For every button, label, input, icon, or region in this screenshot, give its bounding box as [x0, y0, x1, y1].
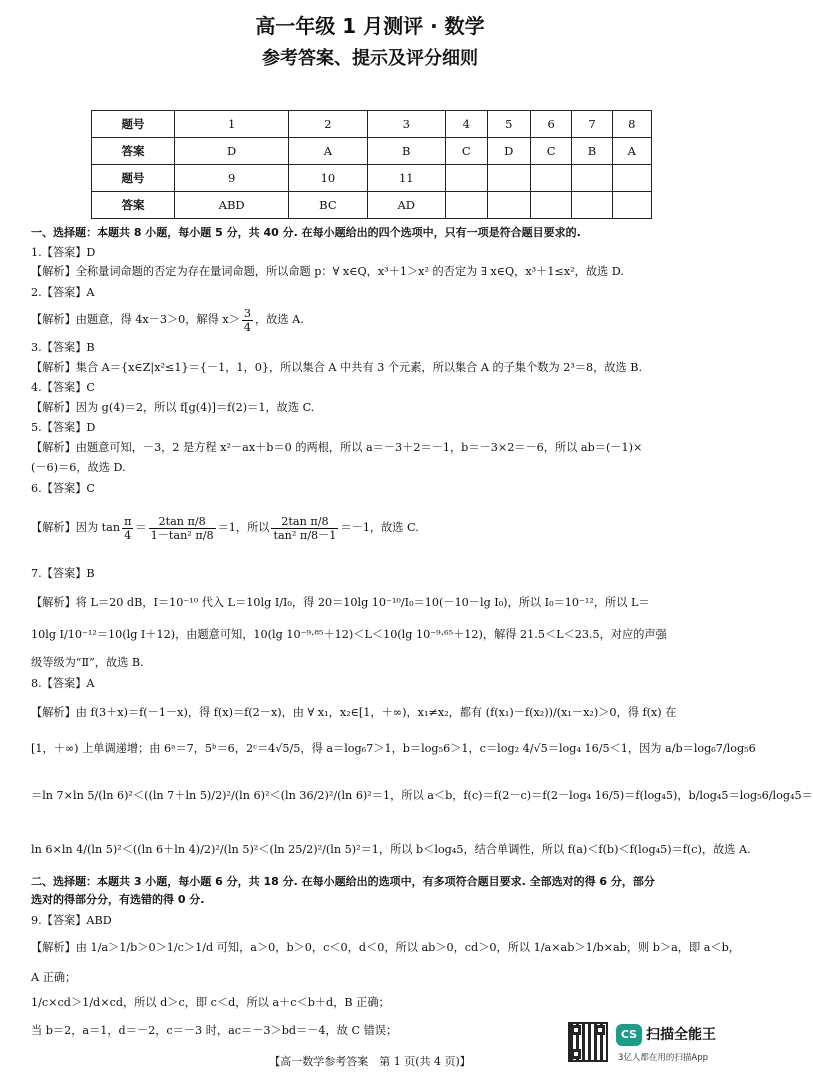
page-subtitle: 参考答案、提示及评分细则 — [262, 48, 478, 69]
table-cell: BC — [289, 192, 367, 219]
row-label: 题号 — [92, 111, 175, 138]
answer-line: 7.【答案】B — [31, 567, 95, 580]
table-cell: D — [175, 138, 289, 165]
table-cell — [487, 192, 530, 219]
table-cell — [446, 165, 488, 192]
row-label: 答案 — [92, 192, 175, 219]
solution-line: A 正确； — [31, 971, 77, 984]
solution-line: (－6)＝6，故选 D. — [31, 461, 126, 474]
answer-table — [91, 110, 652, 219]
table-cell: D — [487, 138, 530, 165]
solution-line: 【解析】全称量词命题的否定为存在量词命题，所以命题 p：∀ x∈Q，x³＋1＞x² 的否定为 ∃ x∈Q，x³＋1≤x²，故选 D. — [31, 265, 624, 278]
fraction: $\frac{\text{2tan π/8}}{\text{1－tan² π/8}}$ — [150, 514, 214, 542]
table-cell: 1 — [175, 111, 289, 138]
solution-text: ，故选 A. — [255, 313, 304, 326]
table-cell — [612, 192, 652, 219]
table-cell — [446, 192, 488, 219]
table-row — [92, 192, 652, 219]
answer-line: 3.【答案】B — [31, 341, 95, 354]
table-cell: 9 — [175, 165, 289, 192]
solution-line: 当 b＝2，a＝1，d＝－2，c＝－3 时，ac＝－3＞bd＝－4，故 C 错误； — [31, 1024, 398, 1037]
table-row — [92, 165, 652, 192]
row-label: 答案 — [92, 138, 175, 165]
table-cell: C — [530, 138, 572, 165]
table-cell: B — [367, 138, 445, 165]
solution-text: ＝－1，故选 C. — [340, 521, 419, 534]
solution-line: 【解析】集合 A＝{x∈Z|x²≤1}＝{－1，1，0}，所以集合 A 中共有 3 个元素，所以集合 A 的子集个数为 2³＝8，故选 B. — [31, 361, 643, 374]
table-cell — [572, 165, 612, 192]
row-label: 题号 — [92, 165, 175, 192]
section-heading: 二、选择题：本题共 3 小题，每小题 6 分，共 18 分. 在每小题给出的选项中，有多项符合题目要求. 全部选对的得 6 分，部分 — [31, 875, 655, 888]
table-row — [92, 138, 652, 165]
answer-line: 5.【答案】D — [31, 421, 96, 434]
answer-line: 1.【答案】D — [31, 246, 96, 259]
solution-line: 【解析】由 f(3＋x)＝f(－1－x)，得 f(x)＝f(2－x)，由 ∀ x₁，x₂∈[1，＋∞)，x₁≠x₂，都有 (f(x₁)－f(x₂))/(x₁－x₂)＞0，得 f(x) 在 — [31, 706, 677, 719]
table-cell: A — [289, 138, 367, 165]
table-cell — [530, 192, 572, 219]
table-cell: C — [446, 138, 488, 165]
table-cell: 6 — [530, 111, 572, 138]
answer-line: 8.【答案】A — [31, 677, 95, 690]
solution-line: ＝ln 7×ln 5/(ln 6)²＜((ln 7＋ln 5)/2)²/(ln 6)²＜(ln 36/2)²/(ln 6)²＝1，所以 a＜b，f(c)＝f(2－c)＝f(2－log₄ 16/5)＝f(log₄5)，b/log₄5＝log₅6/log₄5＝ — [31, 789, 813, 802]
solution-text: 【解析】由题意，得 4x－3＞0，解得 x＞ — [31, 313, 240, 326]
solution-text: 【解析】因为 tan — [31, 521, 121, 534]
scanner-app-name: 扫描全能王 — [646, 1027, 716, 1043]
table-cell — [612, 165, 652, 192]
table-cell: 11 — [367, 165, 445, 192]
solution-text: ＝1，所以 — [217, 521, 270, 534]
solution-line: 级等级为“Ⅱ”，故选 B. — [31, 656, 144, 669]
page-title: 高一年级 1 月测评 · 数学 — [255, 14, 485, 38]
solution-line: 1/c×cd＞1/d×cd，所以 d＞c，即 c＜d，所以 a＋c＜b＋d，B 正确； — [31, 996, 390, 1009]
table-cell: 2 — [289, 111, 367, 138]
section-heading: 选对的得部分分，有选错的得 0 分. — [31, 893, 205, 906]
table-cell: A — [612, 138, 652, 165]
table-cell: B — [572, 138, 612, 165]
page-footer: 【高一数学参考答案 第 1 页(共 4 页)】 — [269, 1055, 471, 1068]
solution-line: ln 6×ln 4/(ln 5)²＜((ln 6＋ln 4)/2)²/(ln 5)²＜(ln 25/2)²/(ln 5)²＝1，所以 b＜log₄5，结合单调性，所以 f(a)＜f(b)＜f(log₄5)＝f(c)，故选 A. — [31, 843, 751, 856]
fraction: $\frac{\pi}{4}$ — [124, 514, 132, 542]
table-cell: 4 — [446, 111, 488, 138]
solution-line: 【解析】因为 tan $\frac{\pi}{4}$ ＝ $\frac{\text{2tan π/8}}{\text{1－tan² π/8}}$ ＝1，所以 $\frac{\text{2tan π/8}}{\text{tan² π/8－1}}$ ＝－1，故选 C. — [31, 514, 419, 542]
fraction: $\frac{3}{4}$ — [243, 306, 252, 334]
solution-line: 【解析】由题意可知，－3，2 是方程 x²－ax＋b＝0 的两根，所以 a＝－3＋2＝－1，b＝－3×2＝－6，所以 ab＝(－1)× — [31, 441, 643, 454]
table-cell: AD — [367, 192, 445, 219]
table-cell: 7 — [572, 111, 612, 138]
answer-line: 2.【答案】A — [31, 286, 95, 299]
scanner-logo-icon: CS — [616, 1024, 642, 1046]
solution-line: 【解析】因为 g(4)＝2，所以 f[g(4)]＝f(2)＝1，故选 C. — [31, 401, 315, 414]
table-cell — [572, 192, 612, 219]
answer-line: 4.【答案】C — [31, 381, 95, 394]
section-heading: 一、选择题：本题共 8 小题，每小题 5 分，共 40 分. 在每小题给出的四个选项中，只有一项是符合题目要求的. — [31, 226, 581, 239]
solution-line: 10lg I/10⁻¹²＝10(lg I＋12)，由题意可知，10(lg 10⁻⁹·⁸⁵＋12)＜L＜10(lg 10⁻⁹·⁶⁵＋12)，解得 21.5＜L＜23.5，对应的声强 — [31, 628, 667, 641]
answer-line: 9.【答案】ABD — [31, 914, 112, 927]
answer-line: 6.【答案】C — [31, 482, 95, 495]
table-cell: 3 — [367, 111, 445, 138]
solution-line: [1，＋∞) 上单调递增；由 6ᵃ＝7，5ᵇ＝6，2ᶜ＝4√5/5，得 a＝log₆7＞1，b＝log₅6＞1，c＝log₂ 4/√5＝log₄ 16/5＜1，因为 a/b＝log₆7/log₅6 — [31, 742, 756, 755]
table-cell: 10 — [289, 165, 367, 192]
table-cell: ABD — [175, 192, 289, 219]
scanner-tagline: 3亿人都在用的扫描App — [618, 1053, 709, 1063]
solution-line — [31, 306, 721, 336]
table-cell — [530, 165, 572, 192]
table-cell: 5 — [487, 111, 530, 138]
table-cell: 8 — [612, 111, 652, 138]
qr-code-icon — [568, 1022, 608, 1062]
fraction: $\frac{\text{2tan π/8}}{\text{tan² π/8－1}}$ — [273, 514, 337, 542]
table-row — [92, 111, 652, 138]
solution-line: 【解析】将 L＝20 dB，I＝10⁻¹⁰ 代入 L＝10lg I/I₀，得 20＝10lg 10⁻¹⁰/I₀＝10(－10－lg I₀)，所以 I₀＝10⁻¹²，所以 L＝ — [31, 596, 650, 609]
table-cell — [487, 165, 530, 192]
solution-line: 【解析】由 1/a＞1/b＞0＞1/c＞1/d 可知，a＞0，b＞0，c＜0，d＜0，所以 ab＞0，cd＞0，所以 1/a×ab＞1/b×ab，则 b＞a，即 a＜b， — [31, 941, 740, 954]
